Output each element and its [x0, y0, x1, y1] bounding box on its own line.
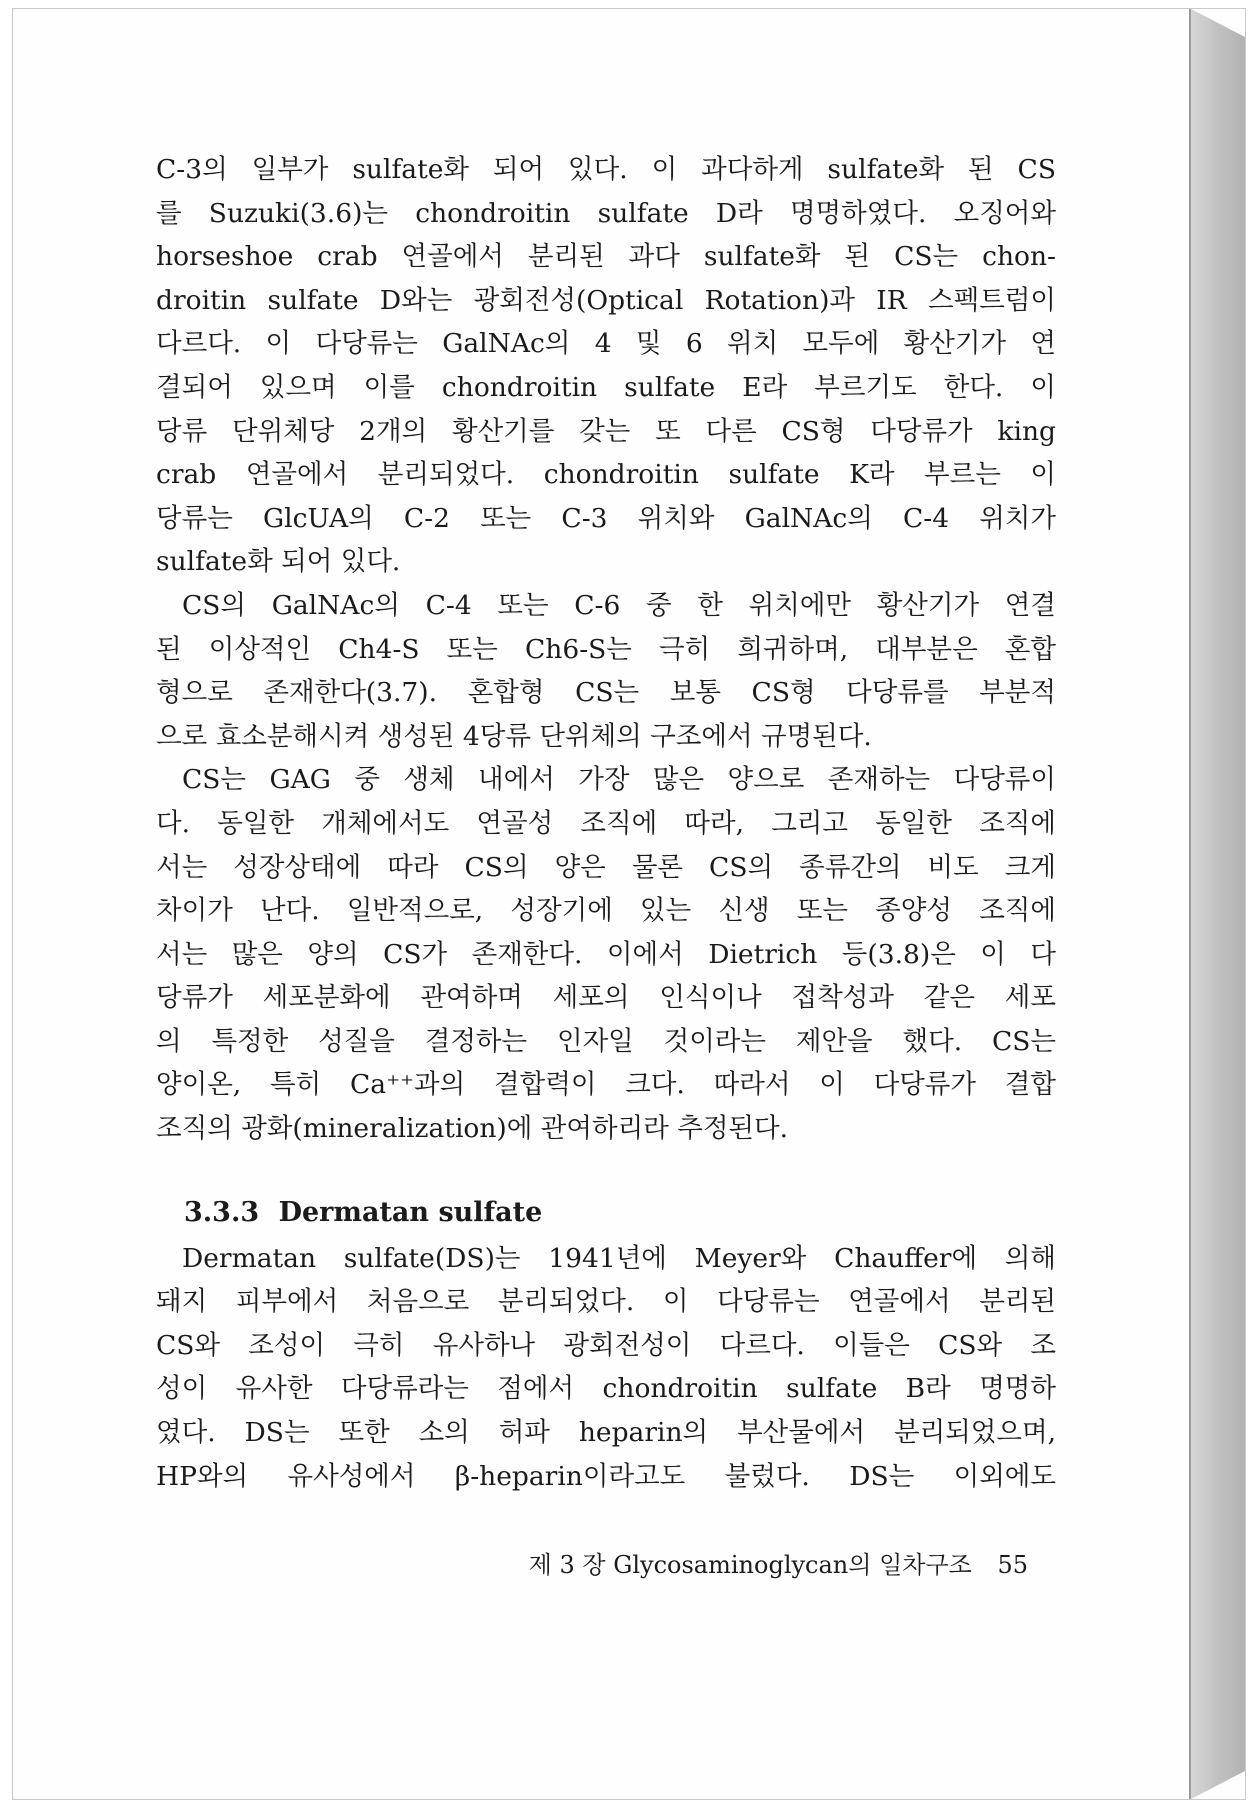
text-line: 으로 효소분해시켜 생성된 4당류 단위체의 구조에서 규명된다.	[156, 720, 872, 752]
text-line: 서는 많은 양의 CS가 존재한다. 이에서 Dietrich 등(3.8)은 이 다	[156, 938, 1056, 970]
text-line: sulfate화 되어 있다.	[156, 546, 401, 578]
text-line: 였다. DS는 또한 소의 허파 heparin의 부산물에서 분리되었으며,	[156, 1417, 1056, 1449]
text-line: 당류 단위체당 2개의 황산기를 갖는 또 다른 CS형 다당류가 king	[156, 415, 1056, 447]
page-footer	[488, 1545, 1028, 1580]
section-paragraph	[156, 1237, 1056, 1499]
text-line: 당류는 GlcUA의 C-2 또는 C-3 위치와 GalNAc의 C-4 위치가	[156, 502, 1056, 534]
text-line: crab 연골에서 분리되었다. chondroitin sulfate K라 부르는 이	[156, 459, 1056, 491]
page-edge-line	[1189, 9, 1191, 1799]
text-line: 결되어 있으며 이를 chondroitin sulfate E라 부르기도 한다. 이	[156, 371, 1056, 403]
text-line: 양이온, 특히 Ca⁺⁺과의 결합력이 크다. 따라서 이 다당류가 결합	[156, 1069, 1056, 1101]
text-line: 돼지 피부에서 처음으로 분리되었다. 이 다당류는 연골에서 분리된	[156, 1286, 1056, 1318]
chapter-title: 제 3 장 Glycosaminoglycan의 일차구조	[528, 1551, 972, 1579]
paragraph-3	[156, 758, 1056, 1150]
section-gap	[156, 1151, 1056, 1189]
page-stack-edge	[1191, 9, 1245, 1799]
text-line: droitin sulfate D와는 광회전성(Optical Rotation)과 IR 스펙트럼이	[156, 284, 1056, 316]
page-number: 55	[997, 1551, 1028, 1579]
text-line: 를 Suzuki(3.6)는 chondroitin sulfate D라 명명하였다. 오징어와	[156, 197, 1056, 229]
paragraph-1	[156, 148, 1056, 584]
text-line: 의 특정한 성질을 결정하는 인자일 것이라는 제안을 했다. CS는	[156, 1025, 1056, 1057]
text-line: CS는 GAG 중 생체 내에서 가장 많은 양으로 존재하는 다당류이	[182, 764, 1056, 796]
text-line: CS와 조성이 극히 유사하나 광회전성이 다르다. 이들은 CS와 조	[156, 1329, 1056, 1361]
section-heading	[156, 1189, 1056, 1237]
text-line: 다르다. 이 다당류는 GalNAc의 4 및 6 위치 모두에 황산기가 연	[156, 328, 1056, 360]
text-line: 서는 성장상태에 따라 CS의 양은 물론 CS의 종류간의 비도 크게	[156, 851, 1056, 883]
paragraph-2	[156, 584, 1056, 758]
text-line: 조직의 광화(mineralization)에 관여하리라 추정된다.	[156, 1113, 789, 1145]
text-line: 형으로 존재한다(3.7). 혼합형 CS는 보통 CS형 다당류를 부분적	[156, 677, 1056, 709]
text-line: 당류가 세포분화에 관여하며 세포의 인식이나 접착성과 같은 세포	[156, 982, 1056, 1014]
text-line: 차이가 난다. 일반적으로, 성장기에 있는 신생 또는 종양성 조직에	[156, 895, 1056, 927]
text-line: CS의 GalNAc의 C-4 또는 C-6 중 한 위치에만 황산기가 연결	[182, 589, 1056, 621]
text-line: HP와의 유사성에서 β-heparin이라고도 불렀다. DS는 이외에도	[156, 1460, 1056, 1492]
section-number: 3.3.3	[184, 1196, 260, 1228]
text-line: 된 이상적인 Ch4-S 또는 Ch6-S는 극히 희귀하며, 대부분은 혼합	[156, 633, 1056, 665]
text-line: Dermatan sulfate(DS)는 1941년에 Meyer와 Chauffer에 의해	[182, 1242, 1056, 1274]
text-line: C-3의 일부가 sulfate화 되어 있다. 이 과다하게 sulfate화 된 CS	[156, 154, 1056, 185]
text-line: 성이 유사한 다당류라는 점에서 chondroitin sulfate B라 명명하	[156, 1373, 1056, 1405]
section-title: Dermatan sulfate	[278, 1196, 543, 1228]
text-line: 다. 동일한 개체에서도 연골성 조직에 따라, 그리고 동일한 조직에	[156, 807, 1056, 839]
page-body	[156, 148, 1056, 1498]
text-line: horseshoe crab 연골에서 분리된 과다 sulfate화 된 CS는 chon-	[156, 241, 1056, 273]
